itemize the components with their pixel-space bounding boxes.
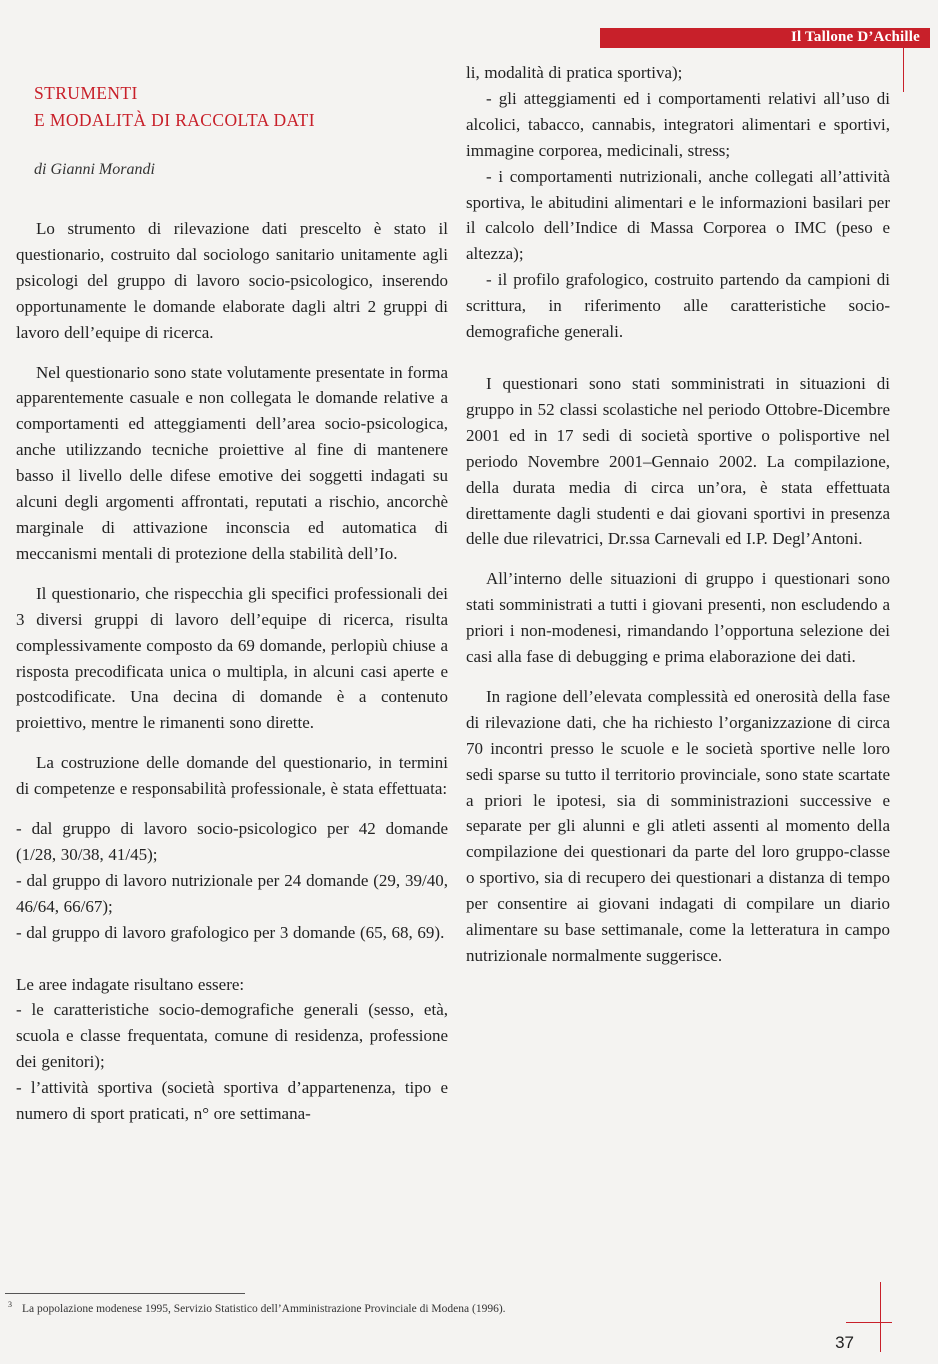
list-item: - il profilo grafologico, costruito partendo da campioni di scrittura, in riferimento alle caratteristiche socio-demografiche generali. [466, 270, 890, 342]
footnote-rule [5, 1293, 245, 1294]
paragraph: Nel questionario sono state volutamente presentate in forma apparentemente casuale e non collegata le domande relative a comportamenti ed atteggiamenti dell’area socio-psicologica, anche utilizzando tecniche proiettive al fine di mantenere basso il livello delle difese emotive dei soggetti indagati su alcuni degli argomenti affrontati, reputati a rischio, ancorchè marginale di attivazione inconscia ed automatica di meccanismi mentali di protezione della stabilità dell’Io. [16, 362, 448, 563]
paragraph: Il questionario, che rispecchia gli specifici professionali dei 3 diversi gruppi di lavoro dell’equipe di ricerca, risulta complessivamente composto da 69 domande, perlopiù chiuse a risposta precodificata unica o multipla, in alcuni casi aperte e postcodificate. Una decina di domande è a contenuto proiettivo, mentre le rimanenti sono dirette. [16, 583, 448, 733]
running-header-title: Il Tallone D’Achille [790, 29, 920, 45]
right-column [466, 60, 890, 969]
left-column [16, 216, 448, 1127]
list-item: - l’attività sportiva (società sportiva d’appartenenza, tipo e numero di sport praticati, n° ore settimana- [16, 1078, 448, 1124]
list-item: - i comportamenti nutrizionali, anche collegati all’attività sportiva, le abitudini alimentari e le informazioni basilari per il calcolo dell’Indice di Massa Corporea o IMC (peso e altezza); [466, 166, 890, 264]
section-title [34, 80, 315, 134]
list-item: - dal gruppo di lavoro socio-psicologico per 42 domande (1/28, 30/38, 41/45); [16, 819, 448, 864]
page-number: 37 [835, 1333, 854, 1352]
footnote-text: La popolazione modenese 1995, Servizio Statistico dell’Amministrazione Provinciale di Modena (1996). [22, 1302, 506, 1315]
paragraph: I questionari sono stati somministrati in situazioni di gruppo in 52 classi scolastiche nel periodo Ottobre-Dicembre 2001 ed in 17 sedi di società sportive o polisportive nel periodo Novembre 2001–Gennaio 2002. La compilazione, della durata media di circa un’ora, è stata effettuata direttamente dagli studenti e dai giovani sportivi in presenza delle due rilevatrici, Dr.ssa Carnevali ed I.P. Degl’Antoni. [466, 373, 890, 549]
paragraph: La costruzione delle domande del questionario, in termini di competenze e responsabilità professionale, è stata effettuata: [16, 753, 448, 799]
author-byline: di Gianni Morandi [34, 161, 155, 178]
list-item: - le caratteristiche socio-demografiche generali (sesso, età, scuola e classe frequentata, comune di residenza, professione dei genitori); [16, 1000, 448, 1072]
header-bar [600, 28, 930, 48]
paragraph: Le aree indagate risultano essere: [16, 974, 245, 994]
paragraph: In ragione dell’elevata complessità ed onerosità della fase di rilevazione dati, che ha richiesto l’organizzazione di circa 70 incontri presso le scuole e le società sportive nelle loro sedi sparse su tutto il territorio provinciale, sono state scartate a priori le ipotesi, sia di somministrazioni successive e separate per gli alunni e gli atleti assenti al momento della compilazione dei questionari da parte del loro gruppo-classe o sportivo, sia di recupero dei questionari a distanza di tempo per consentire ai giovani indagati di compilare un diario alimentare su base settimanale, come la letteratura in campo nutrizionale normalmente suggerisce. [466, 686, 890, 965]
crop-mark-top [903, 48, 904, 92]
list-item: - dal gruppo di lavoro grafologico per 3 domande (65, 68, 69). [16, 922, 445, 942]
crop-mark-bottom [880, 1282, 881, 1352]
list-item-continuation: li, modalità di pratica sportiva); [466, 63, 683, 82]
paragraph: Lo strumento di rilevazione dati prescelto è stato il questionario, costruito dal sociologo sanitario unitamente agli psicologi del gruppo di lavoro socio-psicologico, inserendo opportunamente le domande elaborate dagli altri 2 gruppi di lavoro dell’equipe di ricerca. [16, 219, 448, 342]
footnote [8, 1300, 506, 1315]
crop-mark-bottom-h [846, 1322, 892, 1323]
list-item: - gli atteggiamenti ed i comportamenti relativi all’uso di alcolici, tabacco, cannabis, integratori alimentari e sportivi, immagine corporea, medicinali, stress; [466, 88, 890, 160]
section-title-line-1: STRUMENTI [34, 83, 138, 103]
footnote-marker: 3 [8, 1300, 12, 1309]
list-item: - dal gruppo di lavoro nutrizionale per 24 domande (29, 39/40, 46/64, 66/67); [16, 870, 448, 916]
section-title-line-2: E MODALITÀ DI RACCOLTA DATI [34, 110, 315, 130]
paragraph: All’interno delle situazioni di gruppo i questionari sono stati somministrati a tutti i giovani presenti, non escludendo a priori i non-modenesi, rimandando l’opportuna selezione dei casi alla fase di debugging e prima elaborazione dei dati. [466, 569, 890, 667]
